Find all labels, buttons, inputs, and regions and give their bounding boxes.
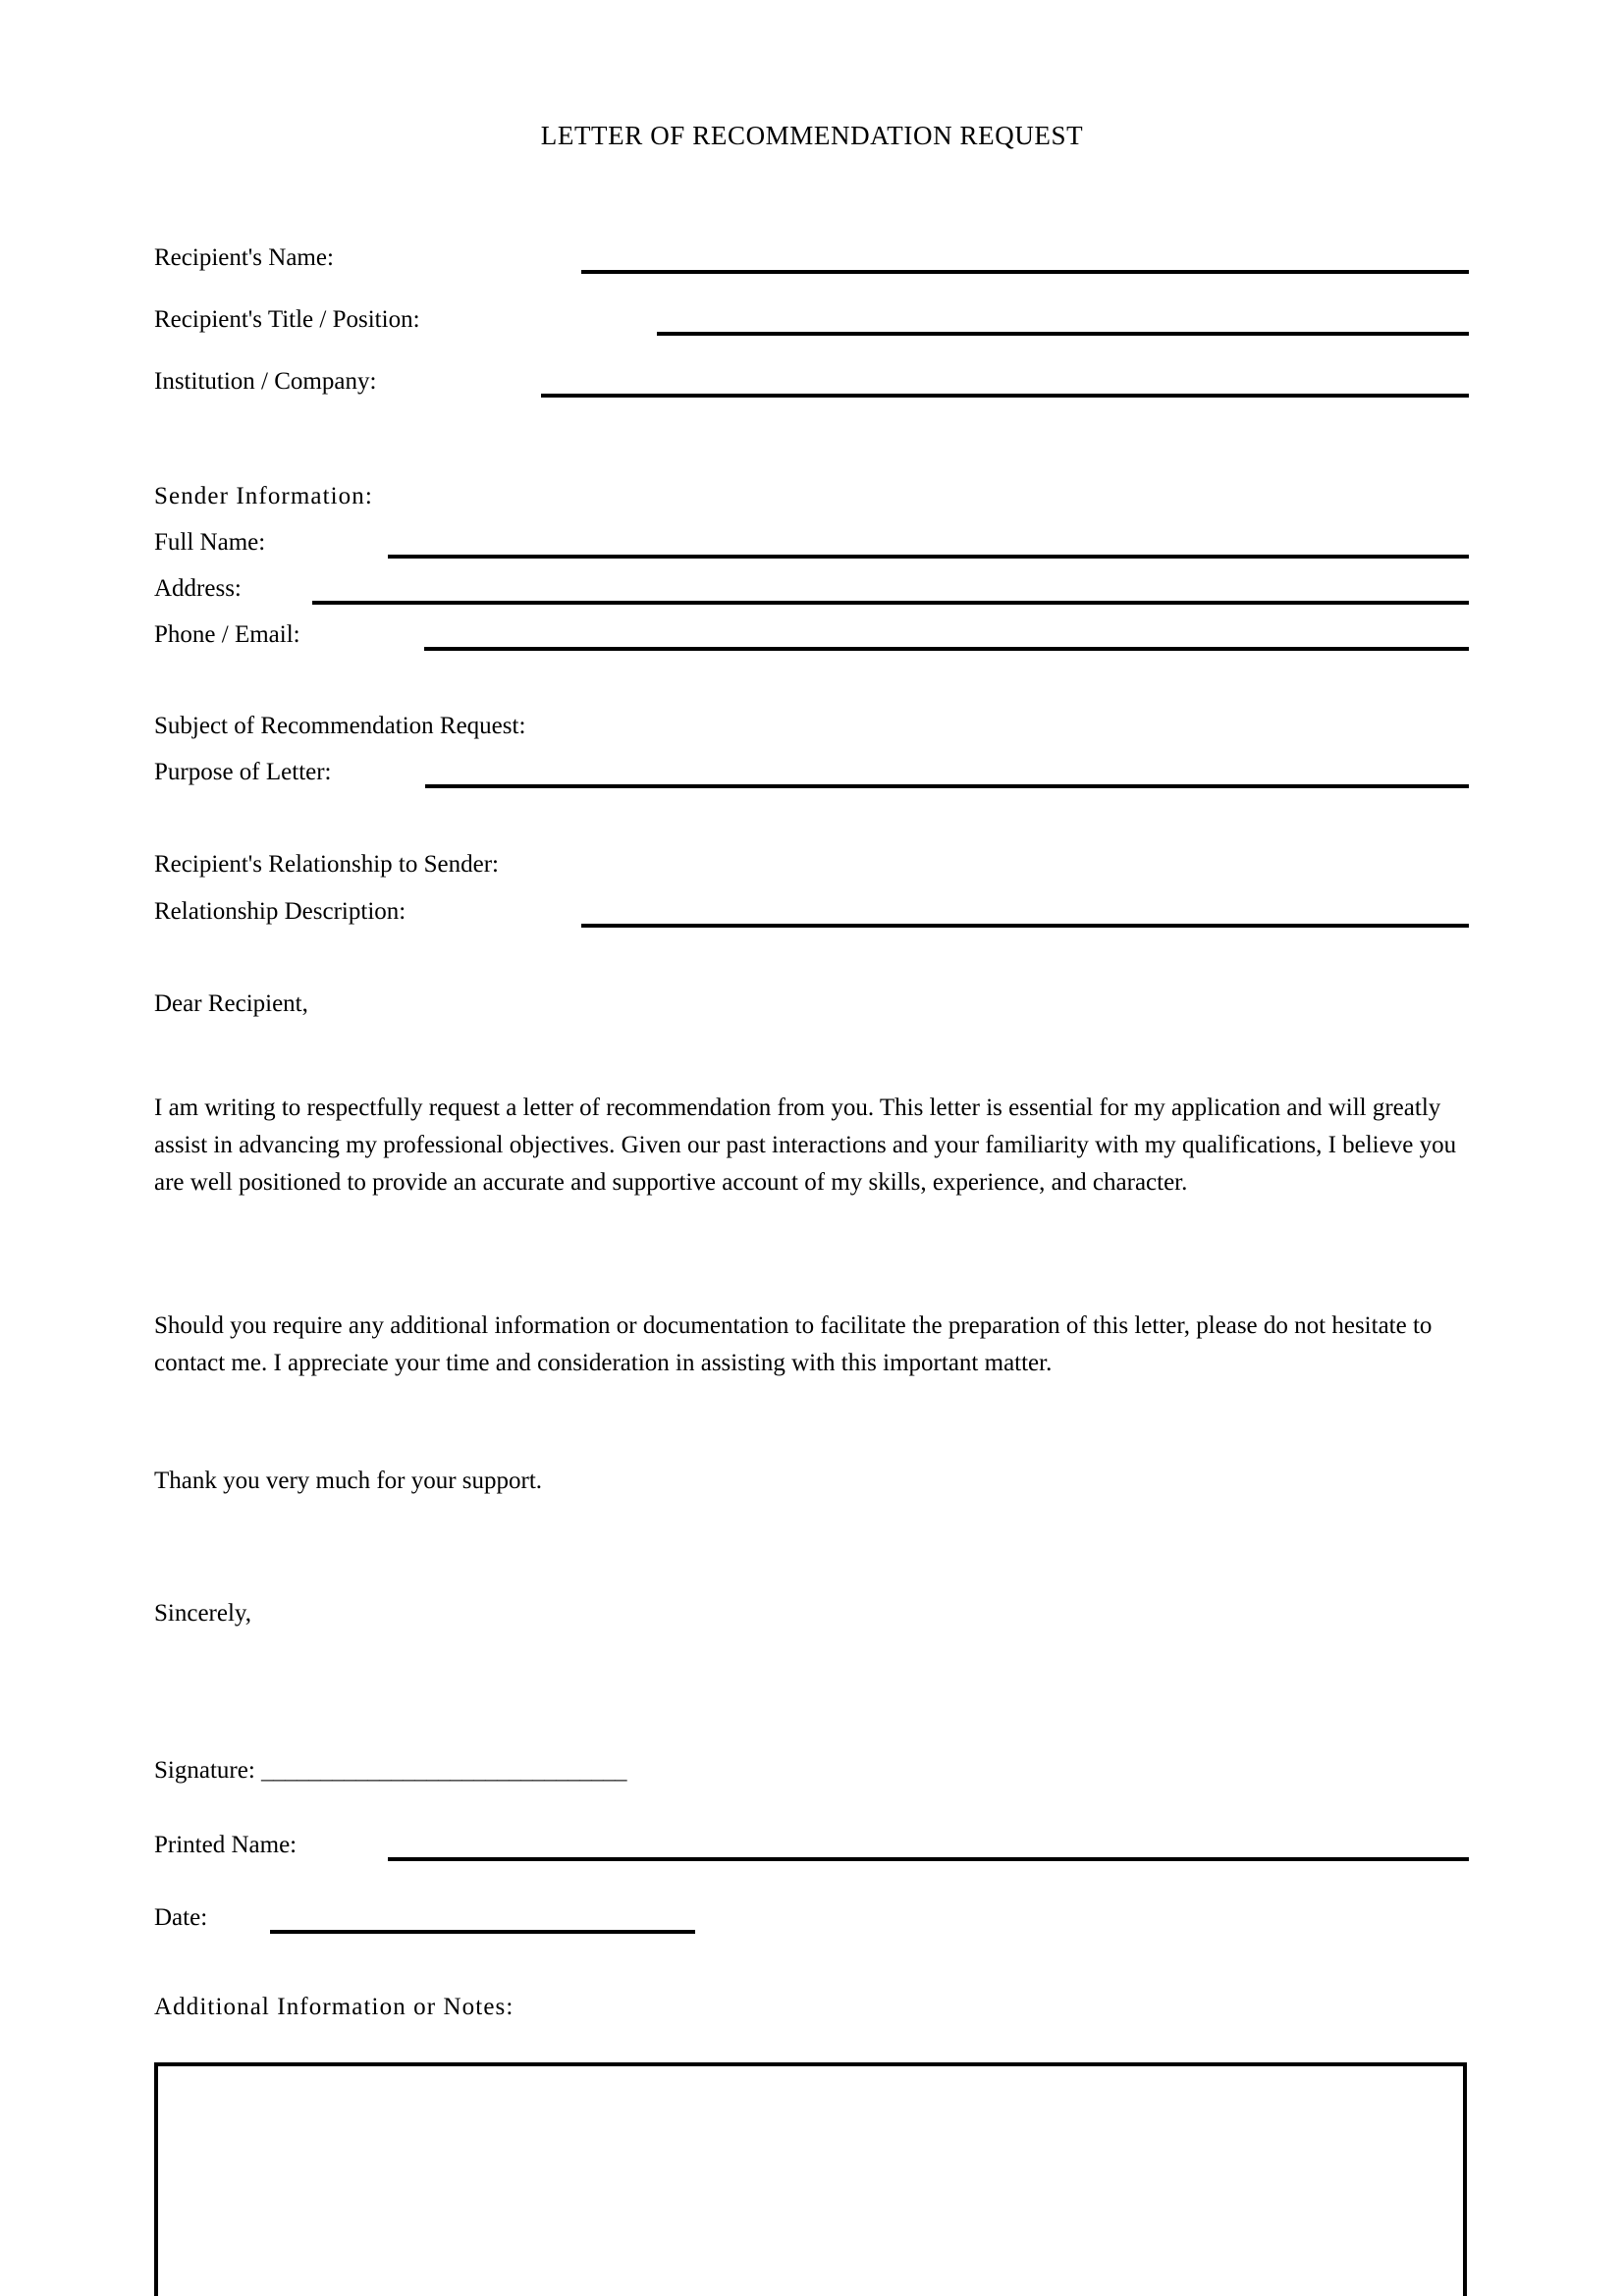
letter-paragraph-2: Should you require any additional information or documentation to facilitate the preparation of this letter, please do not hesitate to contact me. I appreciate your time and consideration in assisting with this important matter.	[154, 1312, 1433, 1376]
additional-notes-label: Additional Information or Notes:	[154, 1994, 514, 2020]
institution-company-input-line[interactable]	[541, 394, 1469, 398]
letter-thanks: Thank you very much for your support.	[154, 1468, 543, 1494]
recipient-name-label: Recipient's Name:	[154, 244, 334, 271]
relationship-section-heading: Recipient's Relationship to Sender:	[154, 851, 499, 878]
relationship-description-label: Relationship Description:	[154, 898, 406, 925]
recipient-title-input-line[interactable]	[657, 332, 1469, 336]
relationship-description-input-line[interactable]	[581, 924, 1469, 928]
letter-closing: Sincerely,	[154, 1600, 252, 1627]
page-title: LETTER OF RECOMMENDATION REQUEST	[540, 121, 1084, 150]
letter-paragraph-1: I am writing to respectfully request a letter of recommendation from you. This letter is essential for my application and will greatly assist in advancing my professional objectives. Given our past interactions and your familiarity with my qualifications, I believe you are well positioned to provide an accurate and supportive account of my skills, experience, and character.	[154, 1095, 1457, 1196]
sender-full-name-input-line[interactable]	[388, 555, 1469, 559]
sender-phone-email-input-line[interactable]	[424, 647, 1469, 651]
additional-notes-textarea[interactable]	[154, 2062, 1467, 2296]
sender-address-input-line[interactable]	[312, 601, 1469, 605]
recipient-title-label: Recipient's Title / Position:	[154, 306, 420, 333]
subject-section-heading: Subject of Recommendation Request:	[154, 713, 526, 739]
purpose-of-letter-input-line[interactable]	[425, 784, 1469, 788]
signature-field[interactable]	[154, 1758, 626, 1783]
recipient-name-input-line[interactable]	[581, 270, 1469, 274]
signature-input-line[interactable]: _______________________________	[261, 1757, 627, 1784]
sender-full-name-label: Full Name:	[154, 529, 266, 556]
sender-information-heading: Sender Information:	[154, 483, 373, 509]
sender-address-label: Address:	[154, 575, 242, 602]
institution-company-label: Institution / Company:	[154, 368, 377, 395]
printed-name-input-line[interactable]	[388, 1857, 1469, 1861]
printed-name-label: Printed Name:	[154, 1832, 298, 1858]
sender-phone-email-label: Phone / Email:	[154, 621, 300, 648]
date-input-line[interactable]	[270, 1930, 695, 1934]
signature-label: Signature:	[154, 1757, 255, 1784]
date-label: Date:	[154, 1904, 208, 1931]
letter-salutation: Dear Recipient,	[154, 990, 308, 1017]
purpose-of-letter-label: Purpose of Letter:	[154, 759, 332, 785]
